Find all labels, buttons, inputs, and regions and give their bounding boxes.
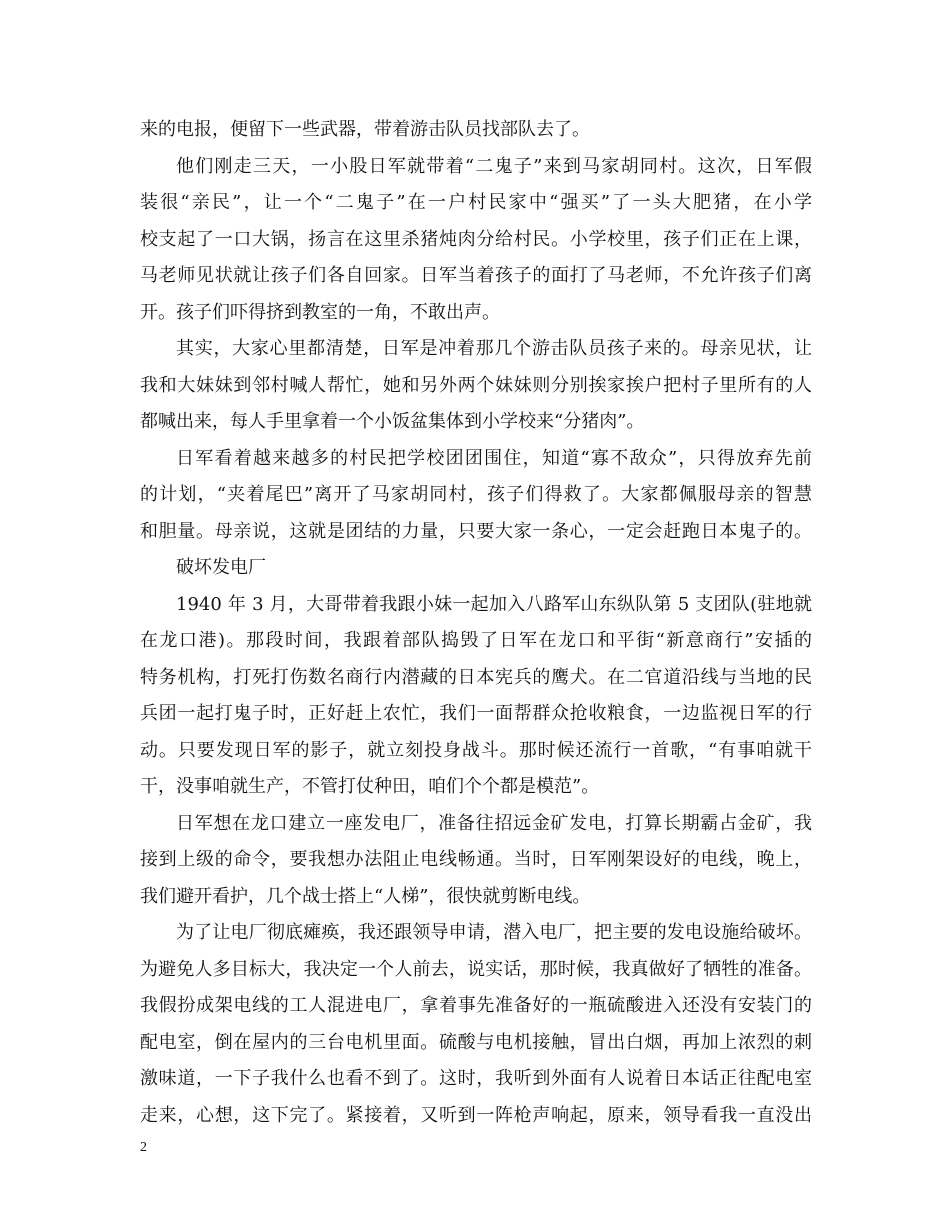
text-line: 来的电报，便留下一些武器，带着游击队员找部队去了。 [140, 119, 590, 140]
text-line: 都喊出来，每人手里拿着一个小饭盆集体到小学校来“分猪肉”。 [140, 411, 645, 432]
text-line: 日军想在龙口建立一座发电厂，准备往招远金矿发电，打算长期霸占金矿，我 [176, 812, 812, 834]
text-line: 动。只要发现日军的影子，就立刻投身战斗。那时候还流行一首歌，“有事咱就干 [140, 739, 812, 761]
text-line: 接到上级的命令，要我想办法阻止电线畅通。当时，日军刚架设好的电线，晚上， [140, 849, 812, 870]
text-line: 在龙口港)。那段时间，我跟着部队捣毁了日军在龙口和平街“新意商行”安插的 [140, 630, 812, 651]
text-line: 装很“亲民”，让一个“二鬼子”在一户村民家中“强买”了一头大肥猪，在小学 [140, 192, 812, 213]
text-line: 他们刚走三天，一小股日军就带着“二鬼子”来到马家胡同村。这次，日军假 [176, 155, 812, 177]
text-line: 为了让电厂彻底瘫痪，我还跟领导申请，潜入电厂，把主要的发电设施给破坏。 [176, 922, 812, 943]
text-line: 日军看着越来越多的村民把学校团团围住，知道“寡不敌众”，只得放弃先前 [176, 447, 812, 469]
text-line: 为避免人多目标大，我决定一个人前去，说实话，那时候，我真做好了牺牲的准备。 [140, 958, 812, 980]
text-line: 特务机构，打死打伤数名商行内潜藏的日本宪兵的鹰犬。在二官道沿线与当地的民 [140, 666, 812, 688]
text-line: 激味道，一下子我什么也看不到了。这时，我听到外面有人说着日本话正往配电室 [140, 1068, 812, 1089]
text-line: 其实，大家心里都清楚，日军是冲着那几个游击队员孩子来的。母亲见状，让 [176, 338, 812, 359]
text-line: 干，没事咱就生产，不管打仗种田，咱们个个都是模范”。 [140, 776, 600, 797]
text-line: 我和大妹妹到邻村喊人帮忙，她和另外两个妹妹则分别挨家挨户把村子里所有的人 [140, 374, 812, 396]
text-line: 走来，心想，这下完了。紧接着，又听到一阵枪声响起，原来，领导看我一直没出 [140, 1104, 812, 1126]
text-line: 我假扮成架电线的工人混进电厂，拿着事先准备好的一瓶硫酸进入还没有安装门的 [140, 995, 812, 1016]
text-line: 破坏发电厂 [176, 557, 266, 578]
text-line: 我们避开看护，几个战士搭上“人梯”，很快就剪断电线。 [140, 885, 591, 907]
text-line: 1940 年 3 月，大哥带着我跟小妹一起加入八路军山东纵队第 5 支团队(驻地就 [176, 593, 812, 615]
document-body [140, 112, 812, 1134]
text-line: 校支起了一口大锅，扬言在这里杀猪炖肉分给村民。小学校里，孩子们正在上课， [140, 228, 812, 250]
text-line: 兵团一起打鬼子时，正好赶上农忙，我们一面帮群众抢收粮食，一边监视日军的行 [140, 703, 812, 724]
text-line: 和胆量。母亲说，这就是团结的力量，只要大家一条心，一定会赶跑日本鬼子的。 [140, 520, 812, 542]
text-line: 马老师见状就让孩子们各自回家。日军当着孩子的面打了马老师，不允许孩子们离 [140, 265, 812, 286]
text-line: 开。孩子们吓得挤到教室的一角，不敢出声。 [140, 301, 500, 323]
text-line: 的计划，“夹着尾巴”离开了马家胡同村，孩子们得救了。大家都佩服母亲的智慧 [140, 484, 812, 505]
page-number: 2 [140, 1140, 147, 1155]
text-line: 配电室，倒在屋内的三台电机里面。硫酸与电机接触，冒出白烟，再加上浓烈的刺 [140, 1031, 812, 1053]
